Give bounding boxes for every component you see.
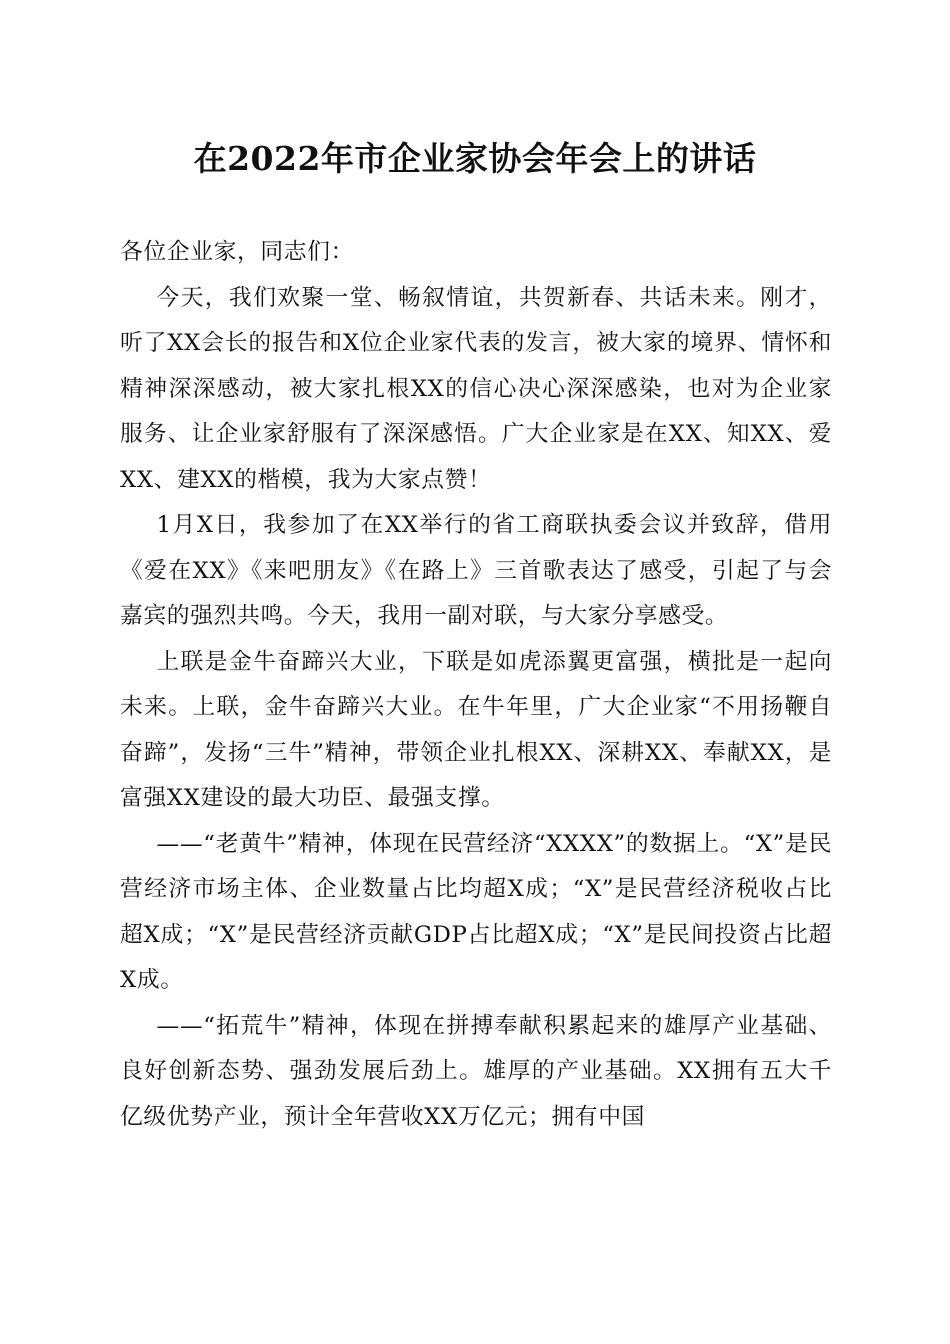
document-title: 在2022年市企业家协会年会上的讲话: [193, 139, 757, 178]
salutation: 各位企业家，同志们：: [120, 239, 354, 265]
paragraph-1: 今天，我们欢聚一堂、畅叙情谊，共贺新春、共话未来。刚才，听了XX会长的报告和X位企业家代表的发言，被大家的境界、情怀和精神深深感动，被大家扎根XX的信心决心深深感染，也对为企业家服务、让企业家舒服有了深深感悟。广大企业家是在XX、知XX、爱XX、建XX的楷模，我为大家点赞！: [120, 284, 832, 493]
paragraph-3: 上联是金牛奋蹄兴大业，下联是如虎添翼更富强，横批是一起向未来。上联，金牛奋蹄兴大业。在牛年里，广大企业家“不用扬鞭自奋蹄”，发扬“三牛”精神，带领企业扎根XX、深耕XX、奉献XX，是富强XX建设的最大功臣、最强支撑。: [120, 648, 832, 811]
paragraph-2: 1月X日，我参加了在XX举行的省工商联执委会议并致辞，借用《爱在XX》《来吧朋友》《在路上》三首歌表达了感受，引起了与会嘉宾的强烈共鸣。今天，我用一副对联，与大家分享感受。: [120, 512, 832, 629]
paragraph-4: ——“老黄牛”精神，体现在民营经济“XXXX”的数据上。“X”是民营经济市场主体、企业数量占比均超X成；“X”是民营经济税收占比超X成；“X”是民营经济贡献GDP占比超X成；“X”是民间投资占比超X成。: [120, 830, 832, 993]
document-body: [120, 230, 832, 1140]
paragraph-5: ——“拓荒牛”精神，体现在拼搏奉献积累起来的雄厚产业基础、良好创新态势、强劲发展后劲上。雄厚的产业基础。XX拥有五大千亿级优势产业，预计全年营收XX万亿元；拥有中国: [120, 1012, 832, 1130]
